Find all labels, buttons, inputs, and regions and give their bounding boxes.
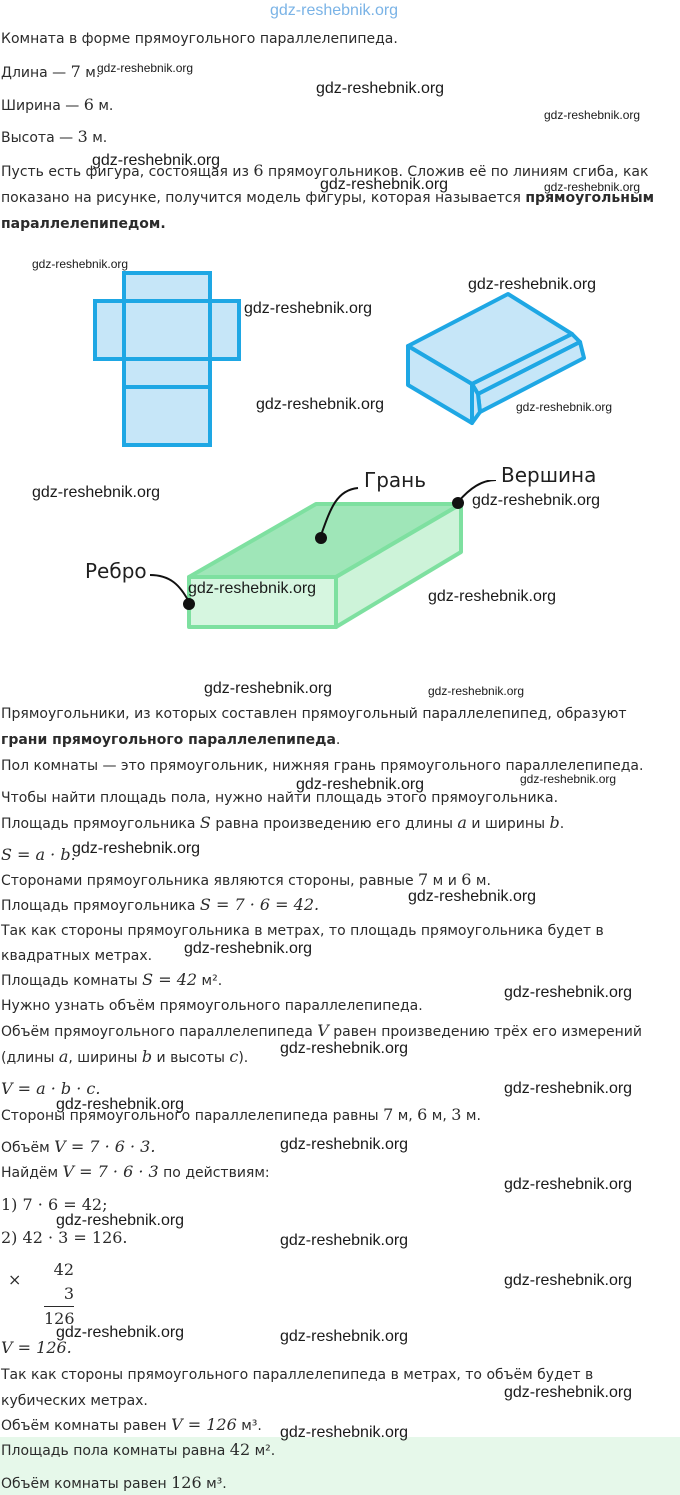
watermark: gdz-reshebnik.org bbox=[56, 1212, 185, 1229]
text-line: Пол комнаты — это прямоугольник, нижняя грань прямоугольного параллелепипеда. bbox=[1, 758, 644, 774]
watermark: gdz-reshebnik.org bbox=[280, 1136, 409, 1153]
watermark: gdz-reshebnik.org bbox=[544, 108, 641, 122]
volume-formula: V = a · b · c. bbox=[1, 1079, 101, 1098]
watermark: gdz-reshebnik.org bbox=[504, 1176, 633, 1193]
mult-mid: 3 bbox=[63, 1284, 74, 1303]
site-watermark-top: gdz-reshebnik.org bbox=[270, 2, 399, 19]
text-line: Стороны прямоугольного параллелепипеда равны 7 м, 6 м, 3 м. bbox=[1, 1105, 481, 1124]
watermark: gdz-reshebnik.org bbox=[520, 772, 617, 786]
watermark: gdz-reshebnik.org bbox=[504, 1080, 633, 1097]
watermark: gdz-reshebnik.org bbox=[280, 1328, 409, 1345]
watermark: gdz-reshebnik.org bbox=[256, 396, 385, 413]
text-line: грани прямоугольного параллелепипеда. bbox=[1, 732, 341, 748]
text-line: Прямоугольники, из которых составлен прямоугольный параллелепипед, образуют bbox=[1, 706, 627, 722]
answer-area: Площадь пола комнаты равна 42 м². bbox=[1, 1440, 276, 1459]
mult-result: 126 bbox=[44, 1306, 74, 1331]
mult-sign: × bbox=[8, 1270, 22, 1289]
mult-top: 42 bbox=[53, 1260, 74, 1279]
watermark: gdz-reshebnik.org bbox=[316, 80, 445, 97]
watermark: gdz-reshebnik.org bbox=[244, 300, 373, 317]
watermark: gdz-reshebnik.org bbox=[472, 492, 601, 509]
text-line: кубических метрах. bbox=[1, 1393, 148, 1409]
height-line: Высота — 3 м. bbox=[1, 127, 108, 146]
watermark: gdz-reshebnik.org bbox=[56, 1324, 185, 1341]
text-line: (длины a, ширины b и высоты c). bbox=[1, 1047, 249, 1066]
column-multiplication bbox=[44, 1258, 74, 1331]
paragraph-line: параллелепипедом. bbox=[1, 216, 166, 232]
text-line: Сторонами прямоугольника являются стороны, равные 7 м и 6 м. bbox=[1, 870, 491, 889]
watermark: gdz-reshebnik.org bbox=[320, 176, 449, 193]
watermark: gdz-reshebnik.org bbox=[92, 152, 221, 169]
text-line: Нужно узнать объём прямоугольного параллелепипеда. bbox=[1, 998, 423, 1014]
watermark: gdz-reshebnik.org bbox=[504, 1384, 633, 1401]
watermark: gdz-reshebnik.org bbox=[204, 680, 333, 697]
watermark: gdz-reshebnik.org bbox=[428, 588, 557, 605]
watermark: gdz-reshebnik.org bbox=[280, 1232, 409, 1249]
watermark: gdz-reshebnik.org bbox=[32, 257, 129, 271]
paragraph-line: Пусть есть фигура, состоящая из 6 прямоугольников. Сложив её по линиям сгиба, как bbox=[1, 161, 649, 180]
watermark: gdz-reshebnik.org bbox=[72, 840, 201, 857]
area-formula: S = a · b. bbox=[1, 845, 76, 864]
text-line: Так как стороны прямоугольного параллелепипеда в метрах, то объём будет в bbox=[1, 1367, 594, 1383]
watermark: gdz-reshebnik.org bbox=[504, 1272, 633, 1289]
watermark: gdz-reshebnik.org bbox=[504, 984, 633, 1001]
text-line: Чтобы найти площадь пола, нужно найти площадь этого прямоугольника. bbox=[1, 790, 559, 806]
text-line: Площадь прямоугольника S равна произведению его длины a и ширины b. bbox=[1, 813, 565, 832]
face-dot bbox=[315, 532, 327, 544]
paragraph-line: показано на рисунке, получится модель фигуры, которая называется прямоугольным bbox=[1, 190, 655, 206]
watermark: gdz-reshebnik.org bbox=[56, 1096, 185, 1113]
edge-label: Ребро bbox=[85, 559, 147, 583]
text-line: Площадь комнаты S = 42 м². bbox=[1, 970, 223, 989]
watermark: gdz-reshebnik.org bbox=[97, 61, 194, 75]
watermark: gdz-reshebnik.org bbox=[280, 1040, 409, 1057]
edge-leader bbox=[150, 575, 189, 602]
answer-volume: Объём комнаты равен 126 м³. bbox=[1, 1473, 227, 1492]
edge-dot bbox=[183, 598, 195, 610]
watermark: gdz-reshebnik.org bbox=[544, 180, 641, 194]
length-line: Длина — 7 м. bbox=[1, 62, 101, 81]
text-line: Объём комнаты равен V = 126 м³. bbox=[1, 1415, 262, 1434]
watermark: gdz-reshebnik.org bbox=[408, 888, 537, 905]
intro-line: Комната в форме прямоугольного параллелепипеда. bbox=[1, 31, 398, 47]
step-2: 2) 42 · 3 = 126. bbox=[1, 1228, 128, 1247]
vertex-label: Вершина bbox=[501, 463, 597, 487]
watermark: gdz-reshebnik.org bbox=[188, 580, 317, 597]
volume-result: V = 126. bbox=[1, 1338, 72, 1357]
text-line: Площадь прямоугольника S = 7 · 6 = 42. bbox=[1, 895, 320, 914]
text-line: Так как стороны прямоугольника в метрах, то площадь прямоугольника будет в bbox=[1, 923, 604, 939]
watermark: gdz-reshebnik.org bbox=[280, 1424, 409, 1441]
text-line: Объём V = 7 · 6 · 3. bbox=[1, 1137, 156, 1156]
watermark: gdz-reshebnik.org bbox=[296, 776, 425, 793]
cube-net bbox=[95, 273, 239, 445]
face-label: Грань bbox=[364, 468, 427, 492]
watermark: gdz-reshebnik.org bbox=[184, 940, 313, 957]
text-line: Объём прямоугольного параллелепипеда V равен произведению трёх его измерений bbox=[1, 1021, 642, 1040]
text-line: Найдём V = 7 · 6 · 3 по действиям: bbox=[1, 1162, 270, 1181]
watermark: gdz-reshebnik.org bbox=[516, 400, 613, 414]
step-1: 1) 7 · 6 = 42; bbox=[1, 1195, 108, 1214]
width-line: Ширина — 6 м. bbox=[1, 95, 114, 114]
vertex-dot bbox=[452, 497, 464, 509]
text-line: квадратных метрах. bbox=[1, 948, 153, 964]
watermark: gdz-reshebnik.org bbox=[468, 276, 597, 293]
watermark: gdz-reshebnik.org bbox=[428, 684, 525, 698]
watermark: gdz-reshebnik.org bbox=[32, 484, 161, 501]
